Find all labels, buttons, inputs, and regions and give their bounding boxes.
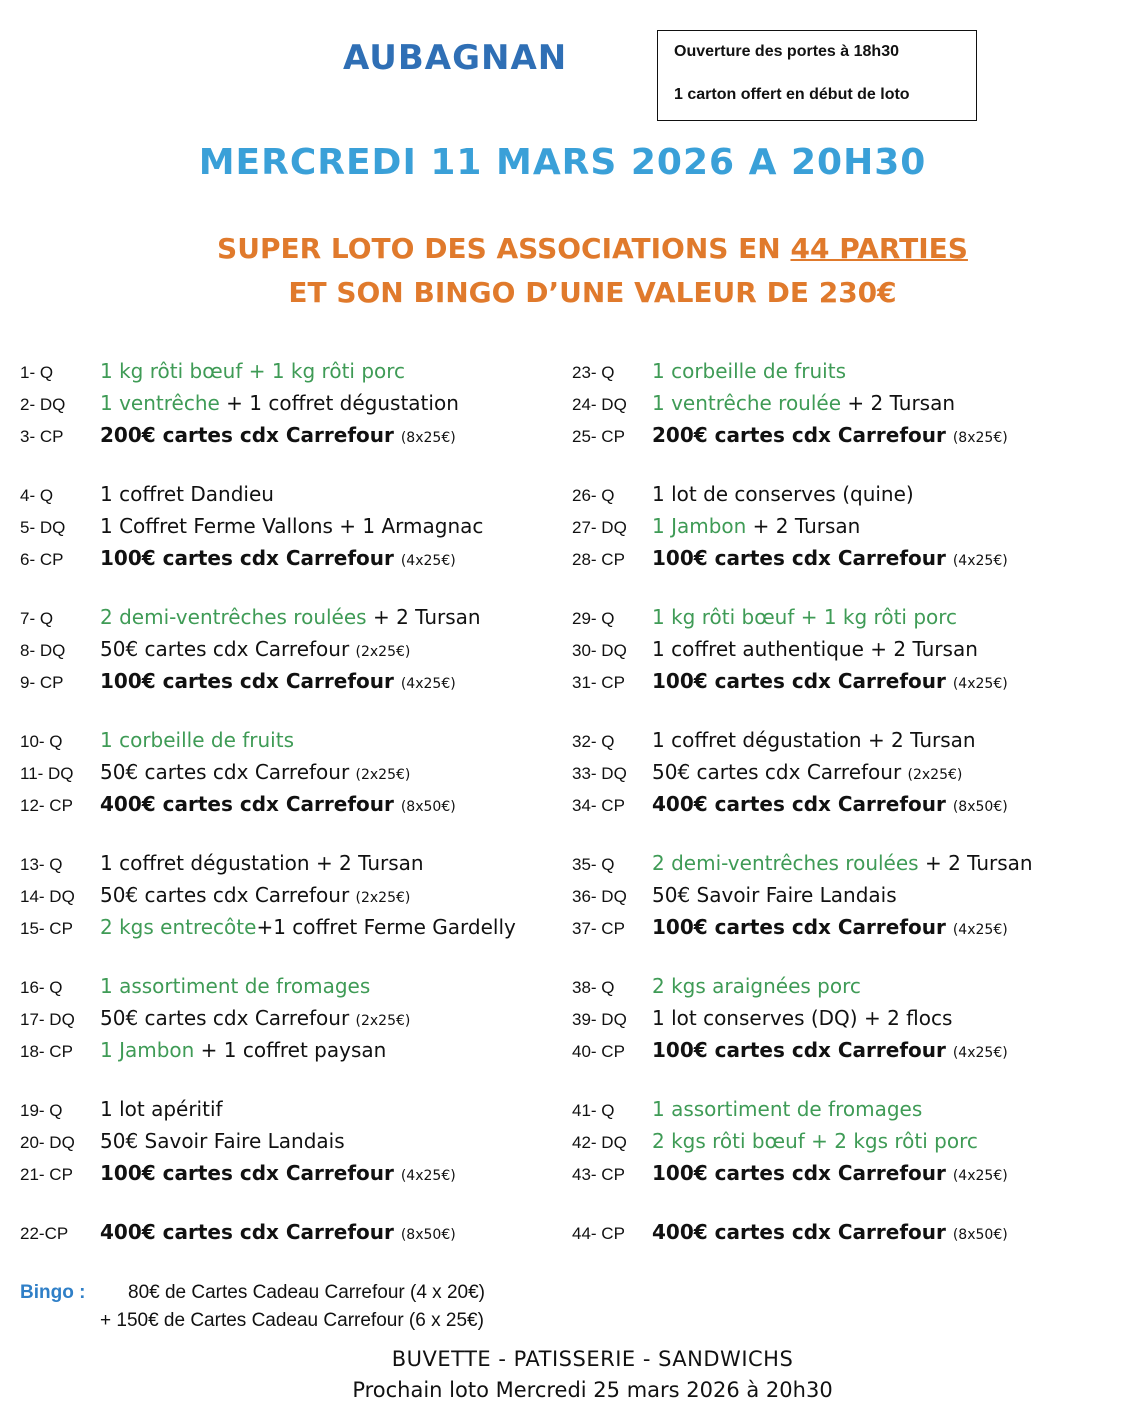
game-number: 12- CP xyxy=(20,796,73,815)
prize-row xyxy=(20,970,516,1002)
prize-breakdown: (2x25€) xyxy=(355,767,411,783)
prize-row xyxy=(20,1125,516,1157)
prize-text: 200€ cartes cdx Carrefour xyxy=(100,423,401,447)
prize-text: 50€ Savoir Faire Landais xyxy=(652,883,897,907)
footer-next-loto: Prochain loto Mercredi 25 mars 2026 à 20h30 xyxy=(352,1378,833,1402)
prize-text: 1 coffret Dandieu xyxy=(100,482,274,506)
prize-row xyxy=(20,542,516,574)
prize-description xyxy=(100,788,456,823)
prize-description xyxy=(652,911,1008,946)
game-number: 22-CP xyxy=(20,1224,69,1243)
prize-text: 1 corbeille de fruits xyxy=(100,728,294,752)
group-spacer xyxy=(20,943,516,970)
prize-text: 400€ cartes cdx Carrefour xyxy=(100,792,401,816)
prize-text: 1 lot conserves (DQ) + 2 flocs xyxy=(652,1006,953,1030)
prize-row xyxy=(20,756,516,788)
prize-description xyxy=(100,1157,456,1192)
prize-row xyxy=(572,355,1033,387)
subtitle-line1-text: SUPER LOTO DES ASSOCIATIONS EN xyxy=(217,232,791,265)
prize-row xyxy=(572,1216,1033,1248)
prize-breakdown: (2x25€) xyxy=(907,767,963,783)
prize-text: + 2 Tursan xyxy=(366,605,481,629)
prize-row xyxy=(572,1034,1033,1066)
prize-text: 100€ cartes cdx Carrefour xyxy=(652,669,953,693)
prize-description xyxy=(652,1157,1008,1192)
game-number: 41- Q xyxy=(572,1101,615,1120)
prize-row xyxy=(20,1002,516,1034)
prize-text: 50€ cartes cdx Carrefour xyxy=(100,1006,356,1030)
game-number: 27- DQ xyxy=(572,518,627,537)
prize-list-right xyxy=(572,355,1033,1248)
subtitle-line1 xyxy=(0,232,1125,265)
prize-breakdown: (4x25€) xyxy=(952,1168,1008,1184)
prize-description xyxy=(652,387,955,419)
prize-text: 100€ cartes cdx Carrefour xyxy=(652,1161,953,1185)
prize-description xyxy=(100,970,370,1002)
game-number: 25- CP xyxy=(572,427,625,446)
prize-description xyxy=(652,788,1008,823)
game-number: 24- DQ xyxy=(572,395,627,414)
prize-text: 100€ cartes cdx Carrefour xyxy=(100,669,401,693)
game-number: 18- CP xyxy=(20,1042,73,1061)
game-number: 13- Q xyxy=(20,855,63,874)
prize-breakdown: (8x25€) xyxy=(400,430,456,446)
prize-breakdown: (4x25€) xyxy=(400,676,456,692)
prize-breakdown: (8x50€) xyxy=(400,1227,456,1243)
prize-text: + 1 coffret dégustation xyxy=(219,391,459,415)
game-number: 37- CP xyxy=(572,919,625,938)
bingo-line2: + 150€ de Cartes Cadeau Carrefour (6 x 25€) xyxy=(100,1310,484,1331)
group-spacer xyxy=(20,574,516,601)
game-number: 39- DQ xyxy=(572,1010,627,1029)
prize-row xyxy=(572,1002,1033,1034)
prize-text: + 2 Tursan xyxy=(841,391,956,415)
prize-description xyxy=(652,1093,922,1125)
prize-row xyxy=(572,1157,1033,1189)
prize-breakdown: (4x25€) xyxy=(400,1168,456,1184)
prize-description xyxy=(100,601,481,633)
prize-text: 2 kgs araignées porc xyxy=(652,974,861,998)
game-number: 35- Q xyxy=(572,855,615,874)
prize-text: 1 assortiment de fromages xyxy=(100,974,371,998)
prize-text: 400€ cartes cdx Carrefour xyxy=(652,1220,953,1244)
prize-description xyxy=(100,387,459,419)
prize-row xyxy=(572,1093,1033,1125)
prize-row xyxy=(572,970,1033,1002)
game-number: 28- CP xyxy=(572,550,625,569)
prize-text: 400€ cartes cdx Carrefour xyxy=(652,792,953,816)
prize-description xyxy=(100,355,405,387)
prize-row xyxy=(572,387,1033,419)
game-number: 16- Q xyxy=(20,978,63,997)
prize-description xyxy=(652,724,976,756)
prize-row xyxy=(20,633,516,665)
prize-text: 100€ cartes cdx Carrefour xyxy=(652,546,953,570)
prize-text: 2 demi-ventrêches roulées xyxy=(652,851,919,875)
group-spacer xyxy=(20,451,516,478)
prize-text: 1 coffret dégustation + 2 Tursan xyxy=(100,851,424,875)
game-number: 33- DQ xyxy=(572,764,627,783)
prize-description xyxy=(100,1125,345,1157)
prize-text: + 1 coffret paysan xyxy=(194,1038,387,1062)
prize-breakdown: (4x25€) xyxy=(952,1045,1008,1061)
free-card-text: 1 carton offert en début de loto xyxy=(674,86,910,103)
group-spacer xyxy=(572,820,1033,847)
subtitle-line2: ET SON BINGO D’UNE VALEUR DE 230€ xyxy=(288,276,897,309)
prize-description xyxy=(100,478,274,510)
group-spacer xyxy=(572,574,1033,601)
prize-breakdown: (4x25€) xyxy=(952,553,1008,569)
game-number: 26- Q xyxy=(572,486,615,505)
game-number: 30- DQ xyxy=(572,641,627,660)
prize-description xyxy=(652,542,1008,577)
prize-description xyxy=(100,419,456,454)
prize-text: 1 Jambon xyxy=(652,514,747,538)
prize-row xyxy=(20,1093,516,1125)
prize-breakdown: (8x50€) xyxy=(400,799,456,815)
prize-description xyxy=(652,478,914,510)
prize-text: 1 assortiment de fromages xyxy=(652,1097,923,1121)
game-number: 40- CP xyxy=(572,1042,625,1061)
prize-breakdown: (2x25€) xyxy=(355,1013,411,1029)
prize-text: 100€ cartes cdx Carrefour xyxy=(652,1038,953,1062)
game-number: 36- DQ xyxy=(572,887,627,906)
prize-row xyxy=(572,756,1033,788)
prize-text: 400€ cartes cdx Carrefour xyxy=(100,1220,401,1244)
prize-text: 50€ Savoir Faire Landais xyxy=(100,1129,345,1153)
prize-description xyxy=(100,665,456,700)
prize-text: 1 lot de conserves (quine) xyxy=(652,482,914,506)
game-number: 42- DQ xyxy=(572,1133,627,1152)
prize-text: 1 corbeille de fruits xyxy=(652,359,846,383)
prize-description xyxy=(100,542,456,577)
prize-row xyxy=(572,879,1033,911)
game-number: 8- DQ xyxy=(20,641,66,660)
game-number: 34- CP xyxy=(572,796,625,815)
prize-row xyxy=(572,510,1033,542)
game-number: 7- Q xyxy=(20,609,54,628)
prize-text: + 2 Tursan xyxy=(918,851,1033,875)
group-spacer xyxy=(572,1066,1033,1093)
group-spacer xyxy=(20,697,516,724)
prize-row xyxy=(572,633,1033,665)
prize-text: 100€ cartes cdx Carrefour xyxy=(100,1161,401,1185)
prize-text: 50€ cartes cdx Carrefour xyxy=(652,760,908,784)
game-number: 17- DQ xyxy=(20,1010,75,1029)
prize-text: 50€ cartes cdx Carrefour xyxy=(100,637,356,661)
prize-text: 1 kg rôti bœuf + 1 kg rôti porc xyxy=(652,605,958,629)
prize-row xyxy=(20,387,516,419)
prize-list-left xyxy=(20,355,516,1248)
prize-row xyxy=(20,419,516,451)
prize-row xyxy=(572,911,1033,943)
prize-text: 2 kgs entrecôte xyxy=(100,915,257,939)
prize-text: +1 coffret Ferme Gardelly xyxy=(256,915,516,939)
prize-description xyxy=(652,1002,952,1034)
game-number: 4- Q xyxy=(20,486,54,505)
prize-row xyxy=(572,665,1033,697)
prize-text: 1 Coffret Ferme Vallons + 1 Armagnac xyxy=(100,514,484,538)
prize-breakdown: (8x50€) xyxy=(952,1227,1008,1243)
prize-description xyxy=(652,879,897,911)
prize-description xyxy=(100,911,516,943)
game-number: 32- Q xyxy=(572,732,615,751)
footer-services: BUVETTE - PATISSERIE - SANDWICHS xyxy=(391,1347,794,1371)
prize-description xyxy=(652,355,846,387)
prize-description xyxy=(100,724,294,756)
prize-row xyxy=(20,510,516,542)
game-number: 20- DQ xyxy=(20,1133,75,1152)
prize-text: + 2 Tursan xyxy=(746,514,861,538)
prize-row xyxy=(20,1216,516,1248)
prize-breakdown: (2x25€) xyxy=(355,890,411,906)
group-spacer xyxy=(20,1189,516,1216)
game-number: 11- DQ xyxy=(20,764,74,783)
game-number: 14- DQ xyxy=(20,887,75,906)
game-number: 1- Q xyxy=(20,363,54,382)
prize-description xyxy=(100,510,483,542)
prize-text: 1 kg rôti bœuf + 1 kg rôti porc xyxy=(100,359,406,383)
prize-description xyxy=(100,847,424,879)
game-number: 44- CP xyxy=(572,1224,625,1243)
game-number: 3- CP xyxy=(20,427,64,446)
game-number: 23- Q xyxy=(572,363,615,382)
game-number: 38- Q xyxy=(572,978,615,997)
group-spacer xyxy=(20,1066,516,1093)
prize-breakdown: (8x25€) xyxy=(952,430,1008,446)
prize-description xyxy=(652,756,962,791)
prize-description xyxy=(100,756,410,791)
prize-row xyxy=(572,542,1033,574)
prize-row xyxy=(20,788,516,820)
prize-row xyxy=(20,1157,516,1189)
prize-description xyxy=(100,633,410,668)
bingo-label: Bingo : xyxy=(20,1282,86,1303)
group-spacer xyxy=(572,943,1033,970)
prize-breakdown: (4x25€) xyxy=(400,553,456,569)
prize-text: 2 kgs rôti bœuf + 2 kgs rôti porc xyxy=(652,1129,978,1153)
prize-text: 1 lot apéritif xyxy=(100,1097,223,1121)
game-number: 5- DQ xyxy=(20,518,66,537)
prize-breakdown: (4x25€) xyxy=(952,922,1008,938)
prize-row xyxy=(572,724,1033,756)
prize-row xyxy=(572,847,1033,879)
group-spacer xyxy=(20,820,516,847)
prize-text: 100€ cartes cdx Carrefour xyxy=(652,915,953,939)
info-box xyxy=(657,30,977,121)
prize-row xyxy=(20,879,516,911)
prize-description xyxy=(100,1093,223,1125)
prize-description xyxy=(100,1216,456,1251)
prize-row xyxy=(572,419,1033,451)
game-number: 21- CP xyxy=(20,1165,73,1184)
prize-text: 50€ cartes cdx Carrefour xyxy=(100,883,356,907)
prize-breakdown: (2x25€) xyxy=(355,644,411,660)
doors-open-text: Ouverture des portes à 18h30 xyxy=(674,43,899,60)
prize-description xyxy=(652,510,860,542)
prize-breakdown: (8x50€) xyxy=(952,799,1008,815)
prize-text: 1 coffret dégustation + 2 Tursan xyxy=(652,728,976,752)
subtitle-parties-count: 44 PARTIES xyxy=(790,232,968,265)
prize-row xyxy=(20,355,516,387)
group-spacer xyxy=(572,1189,1033,1216)
prize-row xyxy=(20,601,516,633)
game-number: 6- CP xyxy=(20,550,64,569)
game-number: 43- CP xyxy=(572,1165,625,1184)
prize-description xyxy=(652,1034,1008,1069)
prize-description xyxy=(652,633,978,665)
prize-row xyxy=(20,911,516,943)
game-number: 19- Q xyxy=(20,1101,63,1120)
town-title: AUBAGNAN xyxy=(343,38,568,78)
game-number: 9- CP xyxy=(20,673,64,692)
prize-row xyxy=(20,665,516,697)
bingo-line1: 80€ de Cartes Cadeau Carrefour (4 x 20€) xyxy=(128,1282,485,1303)
prize-description xyxy=(652,1125,978,1157)
prize-row xyxy=(20,478,516,510)
prize-description xyxy=(100,1034,386,1066)
game-number: 31- CP xyxy=(572,673,625,692)
prize-description xyxy=(100,879,410,914)
prize-text: 1 Jambon xyxy=(100,1038,195,1062)
prize-text: 100€ cartes cdx Carrefour xyxy=(100,546,401,570)
prize-text: 1 coffret authentique + 2 Tursan xyxy=(652,637,978,661)
prize-row xyxy=(20,1034,516,1066)
prize-row xyxy=(20,724,516,756)
prize-description xyxy=(652,847,1033,879)
prize-breakdown: (4x25€) xyxy=(952,676,1008,692)
game-number: 2- DQ xyxy=(20,395,66,414)
prize-row xyxy=(572,601,1033,633)
group-spacer xyxy=(572,451,1033,478)
prize-text: 1 ventrêche roulée xyxy=(652,391,842,415)
prize-description xyxy=(652,1216,1008,1251)
game-number: 15- CP xyxy=(20,919,73,938)
bingo-section xyxy=(20,1282,485,1332)
prize-text: 2 demi-ventrêches roulées xyxy=(100,605,367,629)
game-number: 29- Q xyxy=(572,609,615,628)
prize-description xyxy=(100,1002,410,1037)
prize-description xyxy=(652,665,1008,700)
prize-text: 200€ cartes cdx Carrefour xyxy=(652,423,953,447)
prize-text: 1 ventrêche xyxy=(100,391,220,415)
prize-description xyxy=(652,970,861,1002)
prize-row xyxy=(572,1125,1033,1157)
event-date: MERCREDI 11 MARS 2026 A 20H30 xyxy=(198,142,927,183)
prize-row xyxy=(20,847,516,879)
prize-text: 50€ cartes cdx Carrefour xyxy=(100,760,356,784)
prize-row xyxy=(572,788,1033,820)
game-number: 10- Q xyxy=(20,732,63,751)
prize-row xyxy=(572,478,1033,510)
group-spacer xyxy=(572,697,1033,724)
prize-description xyxy=(652,601,957,633)
prize-description xyxy=(652,419,1008,454)
